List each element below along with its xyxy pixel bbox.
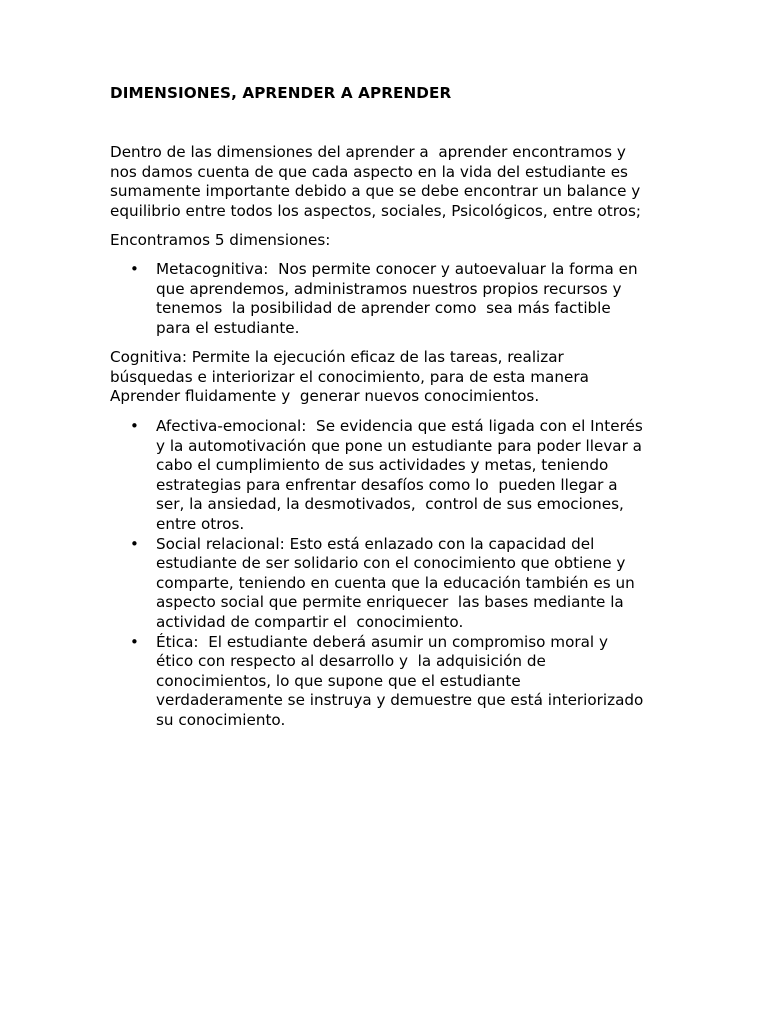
intro-line: sumamente importante debido a que se debe encontrar un balance y [110,182,641,201]
list-item-etica [110,633,670,731]
list-line: que aprendemos, administramos nuestros propios recursos y [156,279,622,298]
list-line: ético con respecto al desarrollo y la adquisición de [156,652,546,671]
first-dimensions-list [110,260,670,338]
cognitive-line: Aprender fluidamente y generar nuevos conocimientos. [110,387,540,406]
list-item-afectiva-emocional [110,417,670,535]
bullet-icon: • [130,417,139,435]
document-title: DIMENSIONES, APRENDER A APRENDER [110,84,452,102]
list-line: Afectiva-emocional: Se evidencia que está ligada con el Interés [156,417,643,435]
list-line: ser, la ansiedad, la desmotivados, control de sus emociones, [156,495,624,514]
list-line: tenemos la posibilidad de aprender como sea más factible [156,299,611,318]
list-line: verdaderamente se instruya y demuestre que está interiorizado [156,691,644,710]
list-item-social-relacional [110,535,670,633]
list-line: estrategias para enfrentar desafíos como lo pueden llegar a [156,475,618,494]
cognitive-paragraph [110,348,670,407]
list-line: Ética: El estudiante deberá asumir un compromiso moral y [156,632,608,651]
list-item-metacognitiva [110,260,670,338]
list-line: estudiante de ser solidario con el conocimiento que obtiene y [156,554,626,573]
list-line: para el estudiante. [156,318,300,337]
list-line: actividad de compartir el conocimiento. [156,612,464,631]
list-line: conocimientos, lo que supone que el estudiante [156,671,521,690]
count-paragraph [110,231,670,251]
bullet-icon: • [130,534,139,553]
cognitive-line: Cognitiva: Permite la ejecución eficaz de las tareas, realizar [110,348,564,366]
bullet-icon: • [130,260,139,278]
list-line: su conocimiento. [156,710,286,729]
list-line: y la automotivación que pone un estudiante para poder llevar a [156,436,642,455]
list-line: Metacognitiva: Nos permite conocer y autoevaluar la forma en [156,260,638,278]
list-line: aspecto social que permite enriquecer las bases mediante la [156,593,624,612]
intro-line: Dentro de las dimensiones del aprender a aprender encontramos y [110,143,626,161]
bullet-icon: • [130,632,139,651]
intro-paragraph [110,143,670,221]
second-dimensions-list [110,417,670,731]
list-line: Social relacional: Esto está enlazado con la capacidad del [156,534,595,553]
list-line: entre otros. [156,514,245,533]
count-line: Encontramos 5 dimensiones: [110,231,331,249]
list-line: comparte, teniendo en cuenta que la educación también es un [156,573,635,592]
intro-line: equilibrio entre todos los aspectos, sociales, Psicológicos, entre otros; [110,201,641,220]
list-line: cabo el cumplimiento de sus actividades y metas, teniendo [156,456,609,475]
cognitive-line: búsquedas e interiorizar el conocimiento, para de esta manera [110,367,589,386]
intro-line: nos damos cuenta de que cada aspecto en la vida del estudiante es [110,162,628,181]
